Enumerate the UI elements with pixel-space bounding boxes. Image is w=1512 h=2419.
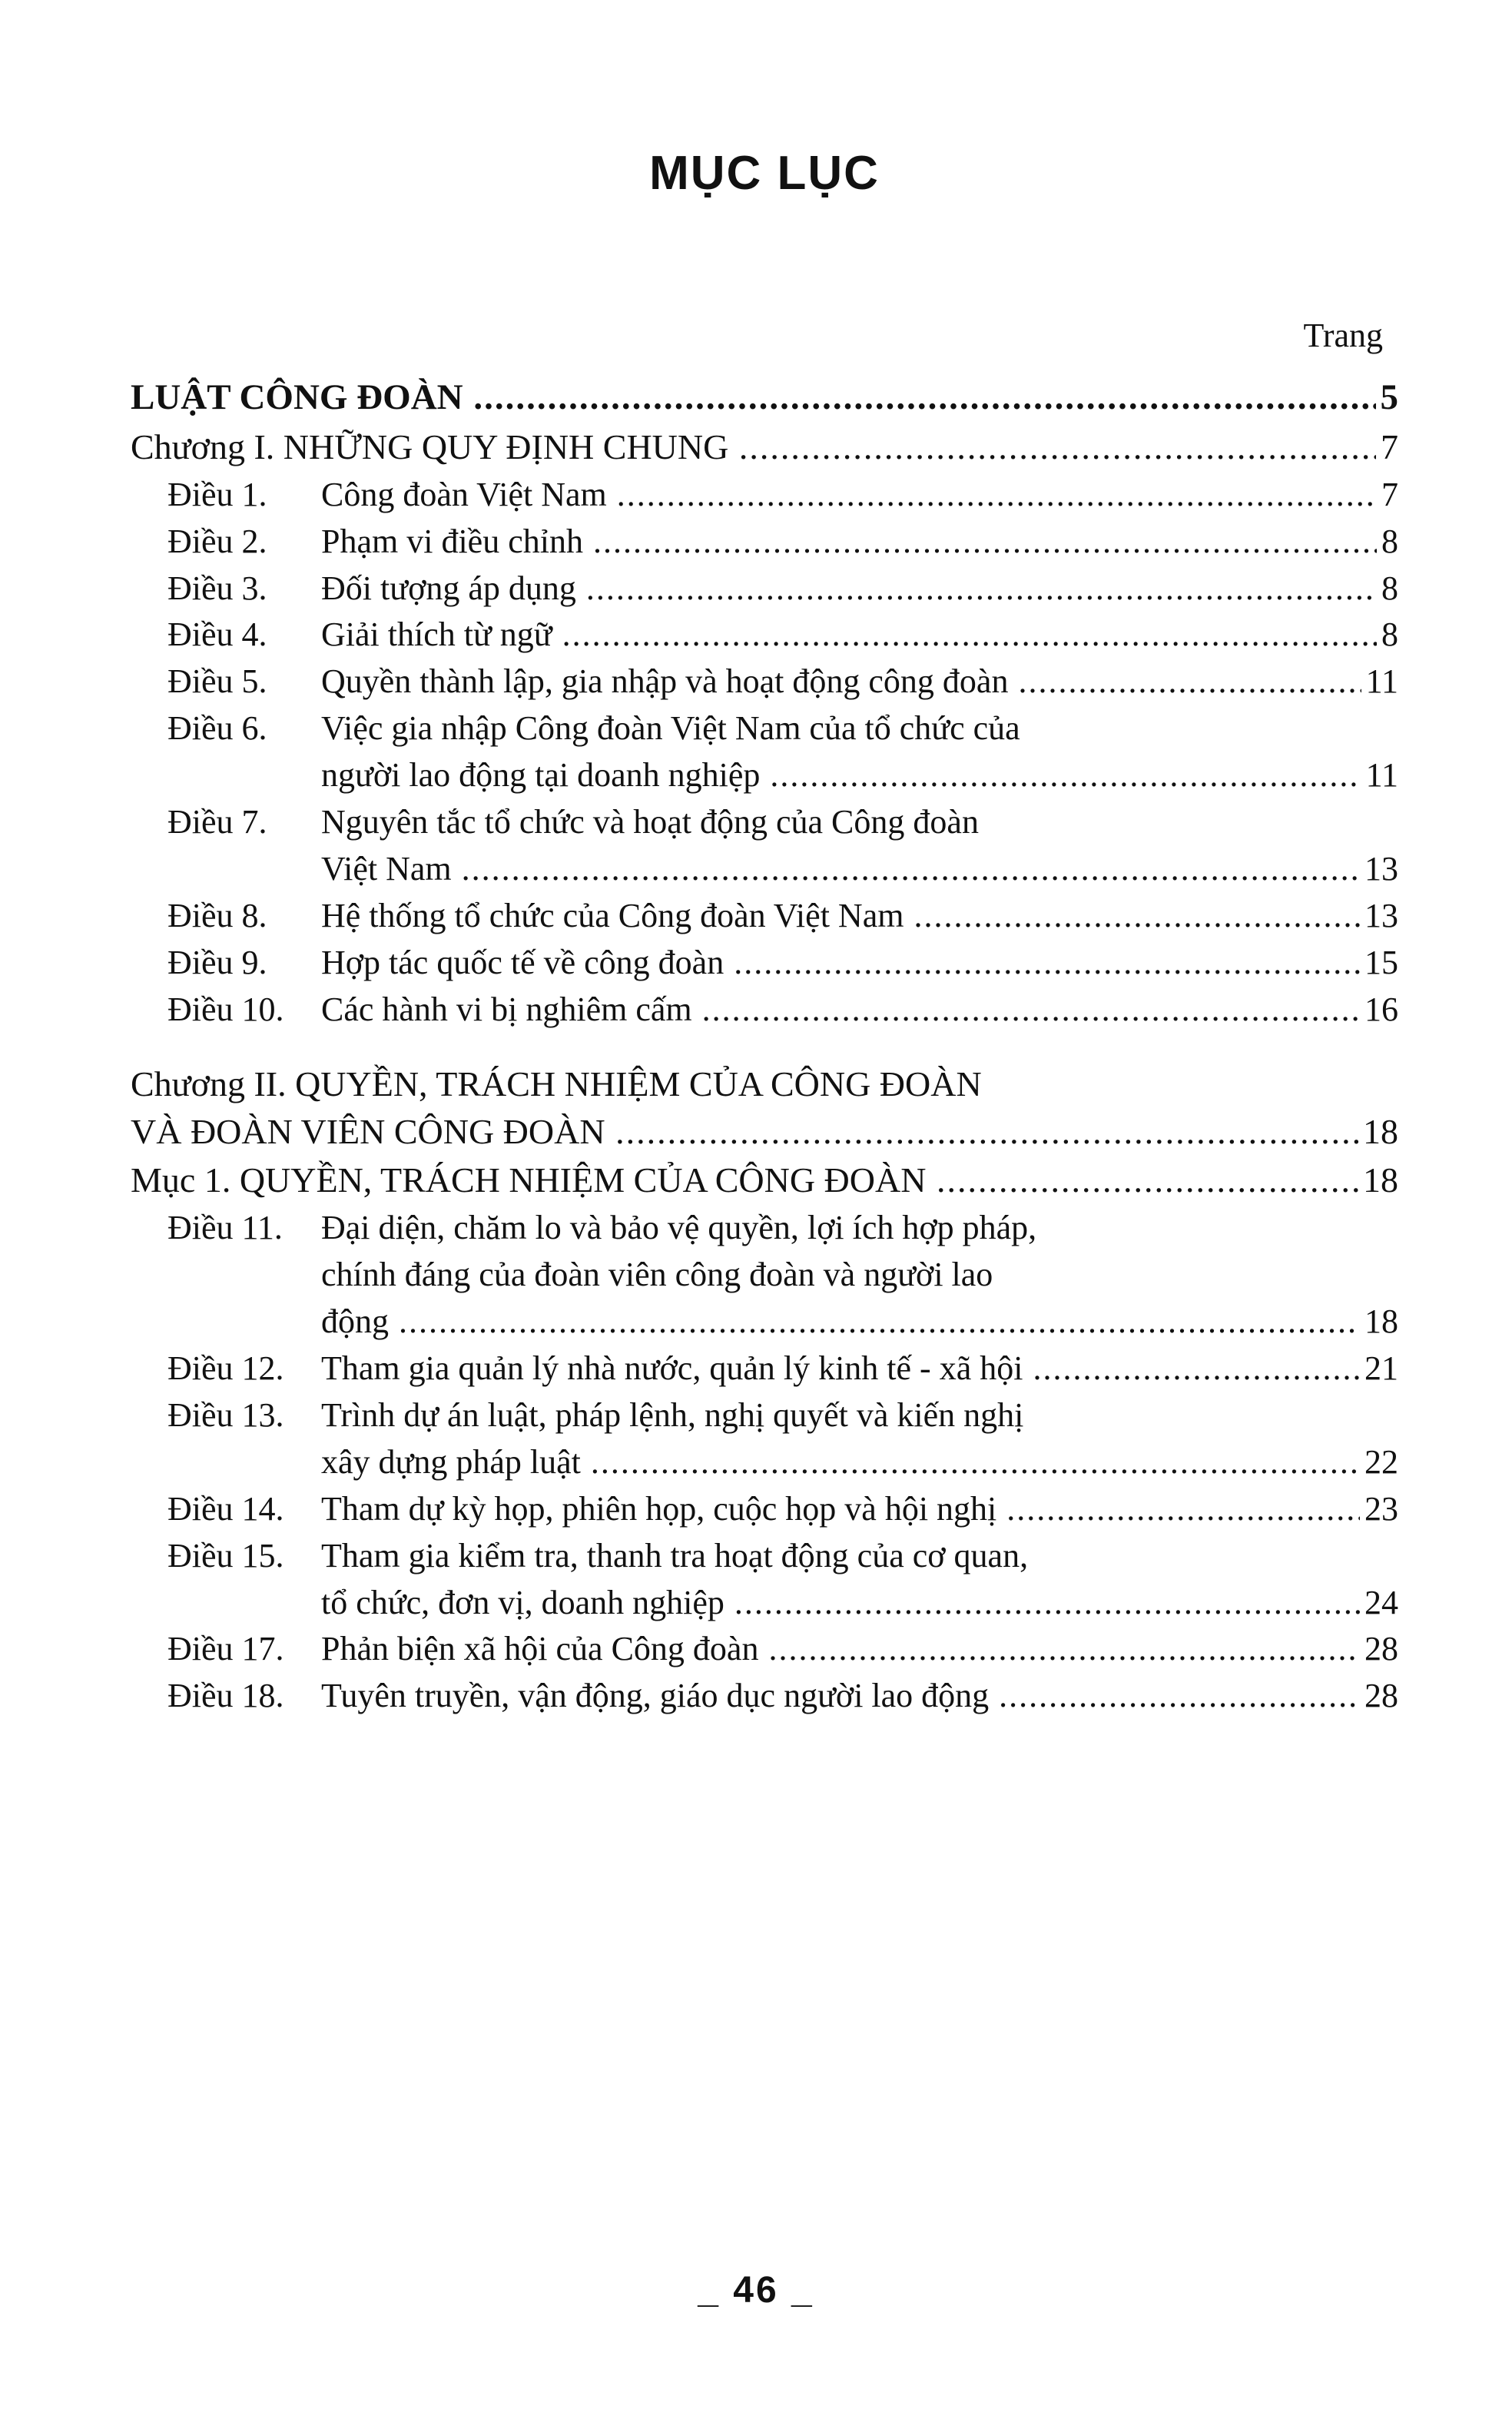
toc-entry-number: Điều 13. xyxy=(167,1395,284,1434)
toc-entry-number: Điều 1. xyxy=(167,475,267,513)
toc-entry-article-3[interactable] xyxy=(131,566,1398,612)
toc-entry-article-15-continuation[interactable] xyxy=(131,1581,1398,1626)
toc-entry-page: 18 xyxy=(1364,1302,1398,1340)
toc-entry-title-continued: tổ chức, đơn vị, doanh nghiệp ..... xyxy=(321,1581,1360,1626)
page-column-header: Trang xyxy=(1303,317,1383,354)
indent-spacer xyxy=(167,1253,321,1298)
toc-entry-article-1[interactable] xyxy=(131,473,1398,518)
toc-entry-number: Điều 12. xyxy=(167,1349,284,1387)
toc-entry-title-continued: Việt Nam ..... xyxy=(321,847,1360,892)
toc-entry-article-8[interactable] xyxy=(131,894,1398,939)
toc-entry-number: Điều 2. xyxy=(167,522,267,560)
toc-entry-article-15[interactable] xyxy=(131,1534,1398,1579)
toc-entry-article-17[interactable] xyxy=(131,1627,1398,1672)
toc-entry-number: Điều 3. xyxy=(167,569,267,607)
toc-entry-title: Tham gia quản lý nhà nước, quản lý kinh tế - xã hội ..... xyxy=(321,1346,1360,1392)
toc-entry-page: 16 xyxy=(1364,990,1398,1029)
toc-entry-article-6-continuation[interactable] xyxy=(131,753,1398,798)
toc-entry-title: Các hành vi bị nghiêm cấm ..... xyxy=(321,987,1360,1033)
toc-entry-article-6[interactable] xyxy=(131,706,1398,752)
toc-entry-number: Điều 4. xyxy=(167,616,267,654)
toc-entry-article-7-continuation[interactable] xyxy=(131,847,1398,892)
toc-entry-article-12[interactable] xyxy=(131,1346,1398,1392)
indent-spacer xyxy=(167,1299,321,1345)
toc-entry-label: VÀ ĐOÀN VIÊN CÔNG ĐOÀN ..... xyxy=(131,1108,1358,1156)
indent-spacer xyxy=(167,1440,321,1485)
toc-entry-page: 18 xyxy=(1363,1111,1398,1151)
table-of-contents xyxy=(131,373,1398,1719)
toc-entry-page: 8 xyxy=(1381,569,1398,607)
toc-entry-page: 7 xyxy=(1381,426,1398,466)
page-number: _ 46 _ xyxy=(698,2270,814,2311)
toc-entry-title: Công đoàn Việt Nam ..... xyxy=(321,473,1377,518)
toc-entry-title: Tuyên truyền, vận động, giáo dục người lao động ..... xyxy=(321,1674,1360,1719)
toc-entry-number: Điều 7. xyxy=(167,803,267,841)
toc-entry-page: 7 xyxy=(1381,475,1398,513)
toc-entry-label: Mục 1. QUYỀN, TRÁCH NHIỆM CỦA CÔNG ĐOÀN ..... xyxy=(131,1156,1358,1204)
toc-entry-chapter-2-line2[interactable] xyxy=(131,1108,1398,1156)
toc-entry-label: LUẬT CÔNG ĐOÀN ..... xyxy=(131,373,1376,422)
toc-entry-page: 11 xyxy=(1365,662,1398,701)
toc-entry-section-1[interactable] xyxy=(131,1156,1398,1204)
toc-entry-number: Điều 6. xyxy=(167,709,267,748)
toc-entry-page: 28 xyxy=(1364,1630,1398,1668)
toc-entry-page: 28 xyxy=(1364,1677,1398,1715)
toc-entry-article-5[interactable] xyxy=(131,659,1398,705)
toc-entry-chapter-1[interactable] xyxy=(131,423,1398,471)
toc-entry-page: 8 xyxy=(1381,522,1398,560)
toc-entry-title-continued: người lao động tại doanh nghiệp ..... xyxy=(321,753,1361,798)
toc-entry-number: Điều 18. xyxy=(167,1677,284,1715)
toc-entry-number: Điều 17. xyxy=(167,1630,284,1668)
toc-entry-title: Giải thích từ ngữ ..... xyxy=(321,612,1377,658)
toc-entry-title-continued-2: động ..... xyxy=(321,1299,1360,1345)
toc-entry-title: Phạm vi điều chỉnh ..... xyxy=(321,519,1377,565)
toc-entry-law-title[interactable] xyxy=(131,373,1398,422)
toc-entry-page: 5 xyxy=(1380,377,1398,417)
toc-entry-title: Quyền thành lập, gia nhập và hoạt động công đoàn ..... xyxy=(321,659,1361,705)
toc-entry-page: 11 xyxy=(1365,756,1398,795)
toc-entry-page: 8 xyxy=(1381,616,1398,654)
toc-entry-label: Chương I. NHỮNG QUY ĐỊNH CHUNG ..... xyxy=(131,423,1376,471)
toc-entry-title: Nguyên tắc tổ chức và hoạt động của Công đoàn xyxy=(321,803,979,841)
toc-entry-number: Điều 5. xyxy=(167,662,267,701)
toc-entry-title: Hệ thống tổ chức của Công đoàn Việt Nam ..... xyxy=(321,894,1360,939)
toc-entry-page: 15 xyxy=(1364,944,1398,982)
toc-entry-article-18[interactable] xyxy=(131,1674,1398,1719)
toc-entry-page: 22 xyxy=(1364,1442,1398,1481)
toc-entry-page: 18 xyxy=(1363,1160,1398,1200)
toc-entry-number: Điều 8. xyxy=(167,897,267,935)
toc-entry-article-14[interactable] xyxy=(131,1487,1398,1532)
toc-entry-number: Điều 15. xyxy=(167,1536,284,1575)
toc-entry-title: Trình dự án luật, pháp lệnh, nghị quyết và kiến nghị xyxy=(321,1395,1024,1434)
toc-entry-title: Đối tượng áp dụng ..... xyxy=(321,566,1377,612)
toc-entry-page: 13 xyxy=(1364,850,1398,888)
toc-entry-title: Hợp tác quốc tế về công đoàn ..... xyxy=(321,941,1360,986)
page-content xyxy=(131,115,1398,1721)
toc-entry-article-9[interactable] xyxy=(131,941,1398,986)
toc-entry-title: Phản biện xã hội của Công đoàn ..... xyxy=(321,1627,1360,1672)
toc-entry-article-10[interactable] xyxy=(131,987,1398,1033)
toc-entry-number: Điều 9. xyxy=(167,944,267,982)
indent-spacer xyxy=(167,753,321,798)
toc-entry-title: Việc gia nhập Công đoàn Việt Nam của tổ chức của xyxy=(321,709,1020,748)
toc-entry-article-4[interactable] xyxy=(131,612,1398,658)
indent-spacer xyxy=(167,1581,321,1626)
toc-entry-title-continued: chính đáng của đoàn viên công đoàn và người lao xyxy=(321,1255,993,1293)
toc-entry-article-2[interactable] xyxy=(131,519,1398,565)
toc-entry-page: 13 xyxy=(1364,897,1398,935)
toc-entry-number: Điều 10. xyxy=(167,990,284,1029)
toc-entry-article-13-continuation[interactable] xyxy=(131,1440,1398,1485)
toc-entry-article-11-continuation-2[interactable] xyxy=(131,1299,1398,1345)
toc-entry-article-7[interactable] xyxy=(131,800,1398,845)
toc-entry-title: Tham dự kỳ họp, phiên họp, cuộc họp và hội nghị ..... xyxy=(321,1487,1360,1532)
page-title: MỤC LỤC xyxy=(649,147,880,200)
toc-entry-article-11[interactable] xyxy=(131,1206,1398,1251)
toc-entry-page: 24 xyxy=(1364,1583,1398,1621)
toc-entry-title: Đại diện, chăm lo và bảo vệ quyền, lợi ích hợp pháp, xyxy=(321,1208,1037,1246)
toc-entry-chapter-2[interactable] xyxy=(131,1060,1398,1155)
toc-entry-chapter-2-line1: Chương II. QUYỀN, TRÁCH NHIỆM CỦA CÔNG ĐOÀN xyxy=(131,1064,982,1104)
toc-entry-page: 23 xyxy=(1364,1489,1398,1528)
toc-entry-title: Tham gia kiểm tra, thanh tra hoạt động của cơ quan, xyxy=(321,1536,1029,1575)
indent-spacer xyxy=(167,847,321,892)
toc-entry-page: 21 xyxy=(1364,1349,1398,1387)
toc-entry-article-13[interactable] xyxy=(131,1393,1398,1438)
toc-entry-number: Điều 14. xyxy=(167,1489,284,1528)
toc-entry-title-continued: xây dựng pháp luật ..... xyxy=(321,1440,1360,1485)
toc-entry-article-11-continuation-1[interactable] xyxy=(131,1253,1398,1298)
toc-entry-number: Điều 11. xyxy=(167,1208,283,1246)
